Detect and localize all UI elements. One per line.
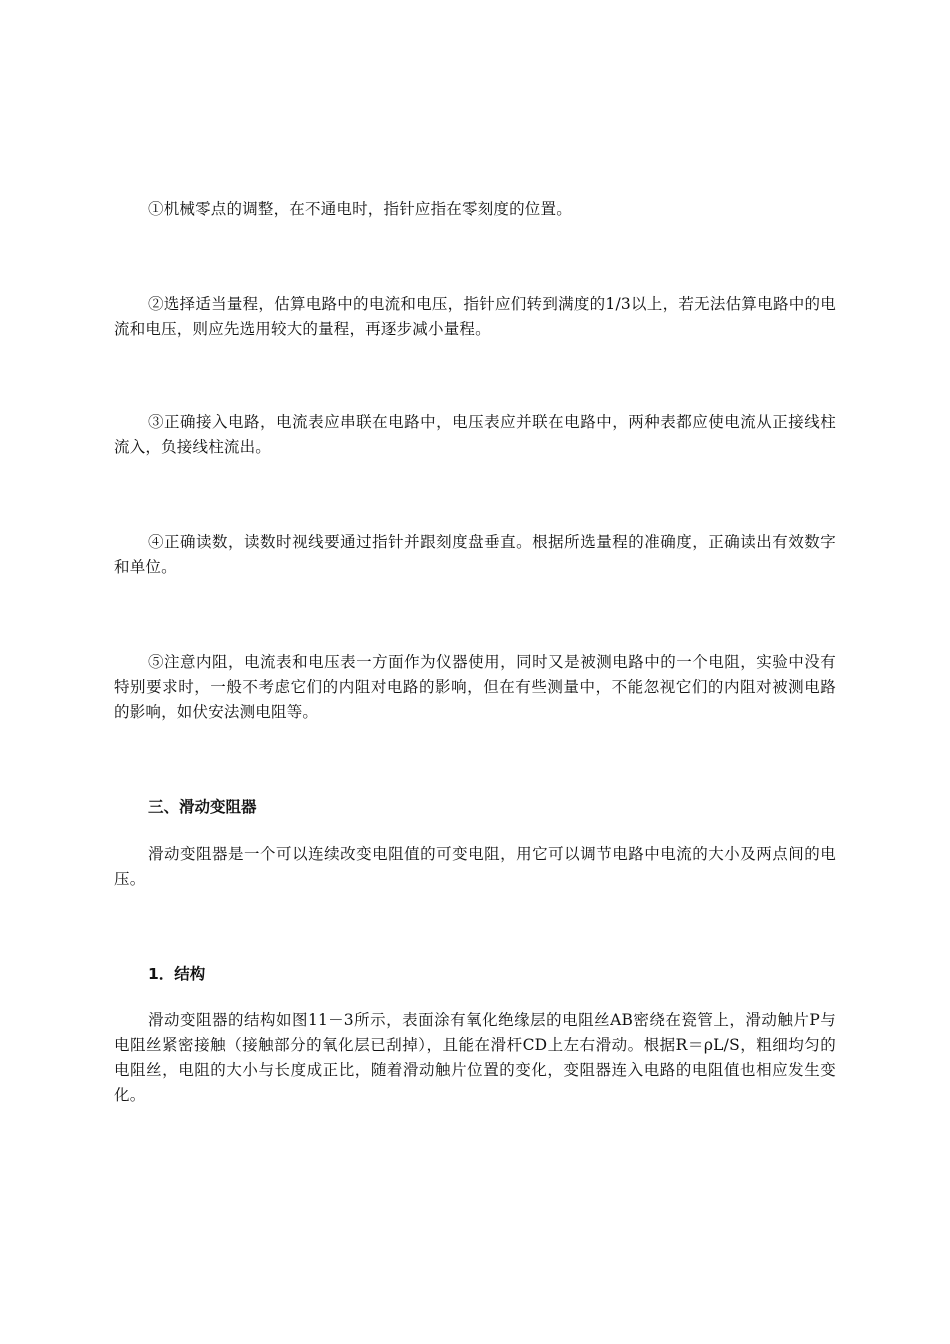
paragraph-internal-resistance: ⑤注意内阻，电流表和电压表一方面作为仪器使用，同时又是被测电路中的一个电阻，实验中没有特别要求时，一般不考虑它们的内阻对电路的影响，但在有些测量中，不能忽视它们的内阻对被测电路的影响，如伏安法测电阻等。 bbox=[114, 653, 836, 721]
section-heading: 三、滑动变阻器 bbox=[148, 798, 257, 816]
paragraph-mechanical-zero: ①机械零点的调整，在不通电时，指针应指在零刻度的位置。 bbox=[148, 200, 572, 218]
paragraph-correct-connection: ③正确接入电路，电流表应串联在电路中，电压表应并联在电路中，两种表都应使电流从正接线柱流入，负接线柱流出。 bbox=[114, 413, 836, 456]
paragraph-select-range: ②选择适当量程，估算电路中的电流和电压，指针应们转到满度的1/3以上，若无法估算电路中的电流和电压，则应先选用较大的量程，再逐步减小量程。 bbox=[114, 295, 836, 338]
section-intro-paragraph: 滑动变阻器是一个可以连续改变电阻值的可变电阻，用它可以调节电路中电流的大小及两点间的电压。 bbox=[114, 845, 836, 888]
structure-paragraph: 滑动变阻器的结构如图11－3所示，表面涂有氧化绝缘层的电阻丝AB密绕在瓷管上，滑动触片P与电阻丝紧密接触（接触部分的氧化层已刮掉），且能在滑杆CD上左右滑动。根据R＝ρL/S，粗细均匀的电阻丝，电阻的大小与长度成正比，随着滑动触片位置的变化，变阻器连入电路的电阻值也相应发生变化。 bbox=[114, 1011, 836, 1104]
paragraph-correct-reading: ④正确读数，读数时视线要通过指针并跟刻度盘垂直。根据所选量程的准确度，正确读出有效数字和单位。 bbox=[114, 533, 836, 576]
subheading-structure: 1．结构 bbox=[148, 965, 206, 983]
